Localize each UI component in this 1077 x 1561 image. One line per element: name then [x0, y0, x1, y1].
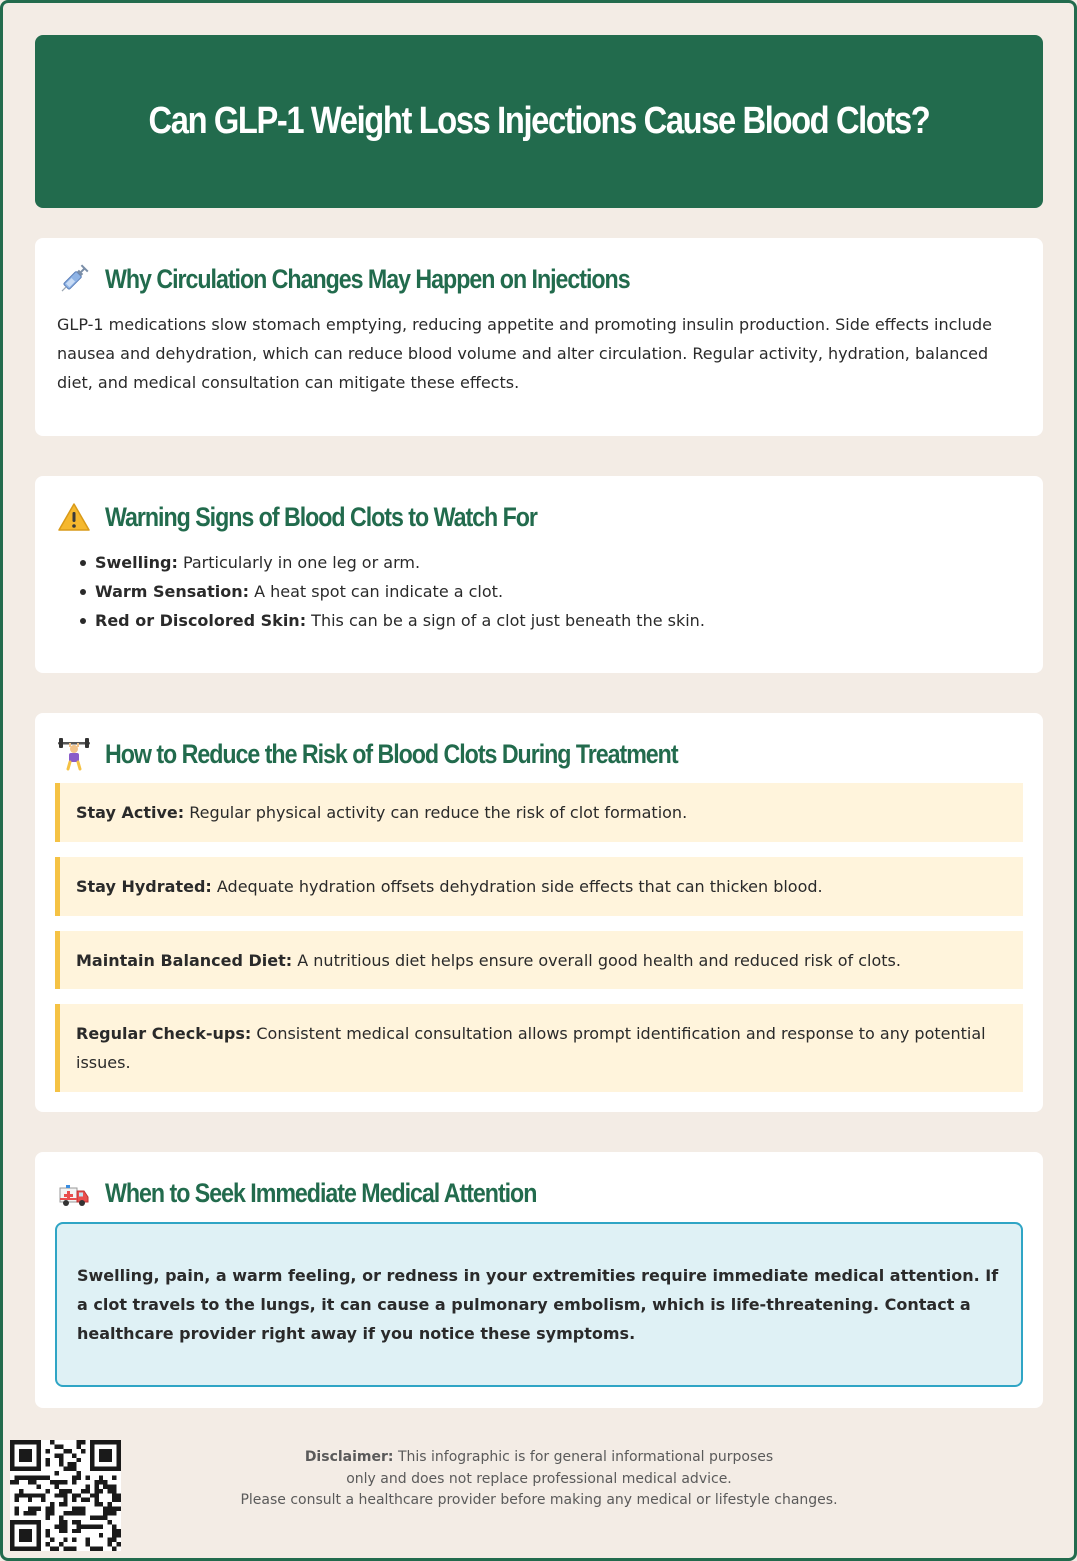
circulation-title: Why Circulation Changes May Happen on Injections: [105, 263, 630, 294]
reduce-title: How to Reduce the Risk of Blood Clots During Treatment: [105, 738, 678, 769]
reduce-heading: [57, 737, 771, 771]
sign-text: Particularly in one leg or arm.: [177, 553, 421, 572]
tip-regular-checkups: [55, 1004, 1023, 1092]
attention-title: When to Seek Immediate Medical Attention: [105, 1177, 537, 1208]
circulation-heading: [57, 262, 715, 296]
tip-stay-active: [55, 783, 1023, 842]
warning-icon: [57, 500, 91, 534]
disclaimer-line: Please consult a healthcare provider before making any medical or lifestyle changes.: [240, 1492, 838, 1508]
syringe-icon: [57, 262, 91, 296]
page-title: Can GLP-1 Weight Loss Injections Cause Blood Clots?: [148, 100, 930, 142]
ambulance-icon: [57, 1176, 91, 1210]
sign-label: Red or Discolored Skin:: [95, 611, 307, 630]
warning-title: Warning Signs of Blood Clots to Watch For: [105, 501, 537, 532]
tip-label: Regular Check-ups:: [76, 1024, 252, 1043]
tip-balanced-diet: [55, 931, 1023, 989]
warning-list: [95, 548, 705, 635]
list-item: [95, 577, 705, 606]
attention-alert-box: [55, 1222, 1023, 1387]
reduce-risk-card: [35, 713, 1043, 1112]
attention-card: [35, 1152, 1043, 1408]
tip-text: Consistent medical consultation allows prompt identification and response to any potential issues.: [76, 1024, 986, 1072]
weightlifter-icon: [57, 737, 91, 771]
sign-text: This can be a sign of a clot just beneath the skin.: [306, 611, 705, 630]
disclaimer-line: [200, 1447, 878, 1469]
tip-label: Stay Active:: [76, 803, 185, 822]
tip-label: Maintain Balanced Diet:: [76, 951, 293, 970]
attention-body: Swelling, pain, a warm feeling, or redness in your extremities require immediate medical attention. If a clot travels to the lungs, it can cause a pulmonary embolism, which is life-threatening. Contact a healthcare provider right away if you notice these symptoms.: [77, 1266, 999, 1343]
list-item: [95, 548, 705, 577]
circulation-card: [35, 238, 1043, 436]
disclaimer-label: Disclaimer:: [304, 1449, 394, 1465]
warning-card: [35, 476, 1043, 673]
sign-text: A heat spot can indicate a clot.: [249, 582, 504, 601]
tip-stay-hydrated: [55, 857, 1023, 916]
page-header: [35, 35, 1043, 208]
qr-code-icon: [10, 1440, 121, 1551]
sign-label: Warm Sensation:: [95, 582, 250, 601]
sign-label: Swelling:: [95, 553, 178, 572]
tip-text: Regular physical activity can reduce the risk of clot formation.: [184, 803, 688, 822]
tip-label: Stay Hydrated:: [76, 877, 212, 896]
disclaimer: [200, 1447, 878, 1512]
tip-text: A nutritious diet helps ensure overall good health and reduced risk of clots.: [292, 951, 901, 970]
attention-heading: [57, 1176, 607, 1210]
list-item: [95, 606, 705, 635]
tip-text: Adequate hydration offsets dehydration side effects that can thicken blood.: [211, 877, 823, 896]
disclaimer-line: only and does not replace professional medical advice.: [346, 1470, 732, 1487]
warning-heading: [57, 500, 607, 534]
disclaimer-text: This infographic is for general informational purposes: [393, 1449, 774, 1465]
circulation-body: GLP-1 medications slow stomach emptying, reducing appetite and promoting insulin production. Side effects include nausea and dehydration, which can reduce blood volume and alter circulation. Regular activity, hydration, balanced diet, and medical consultation can mitigate these effects.: [57, 315, 992, 392]
